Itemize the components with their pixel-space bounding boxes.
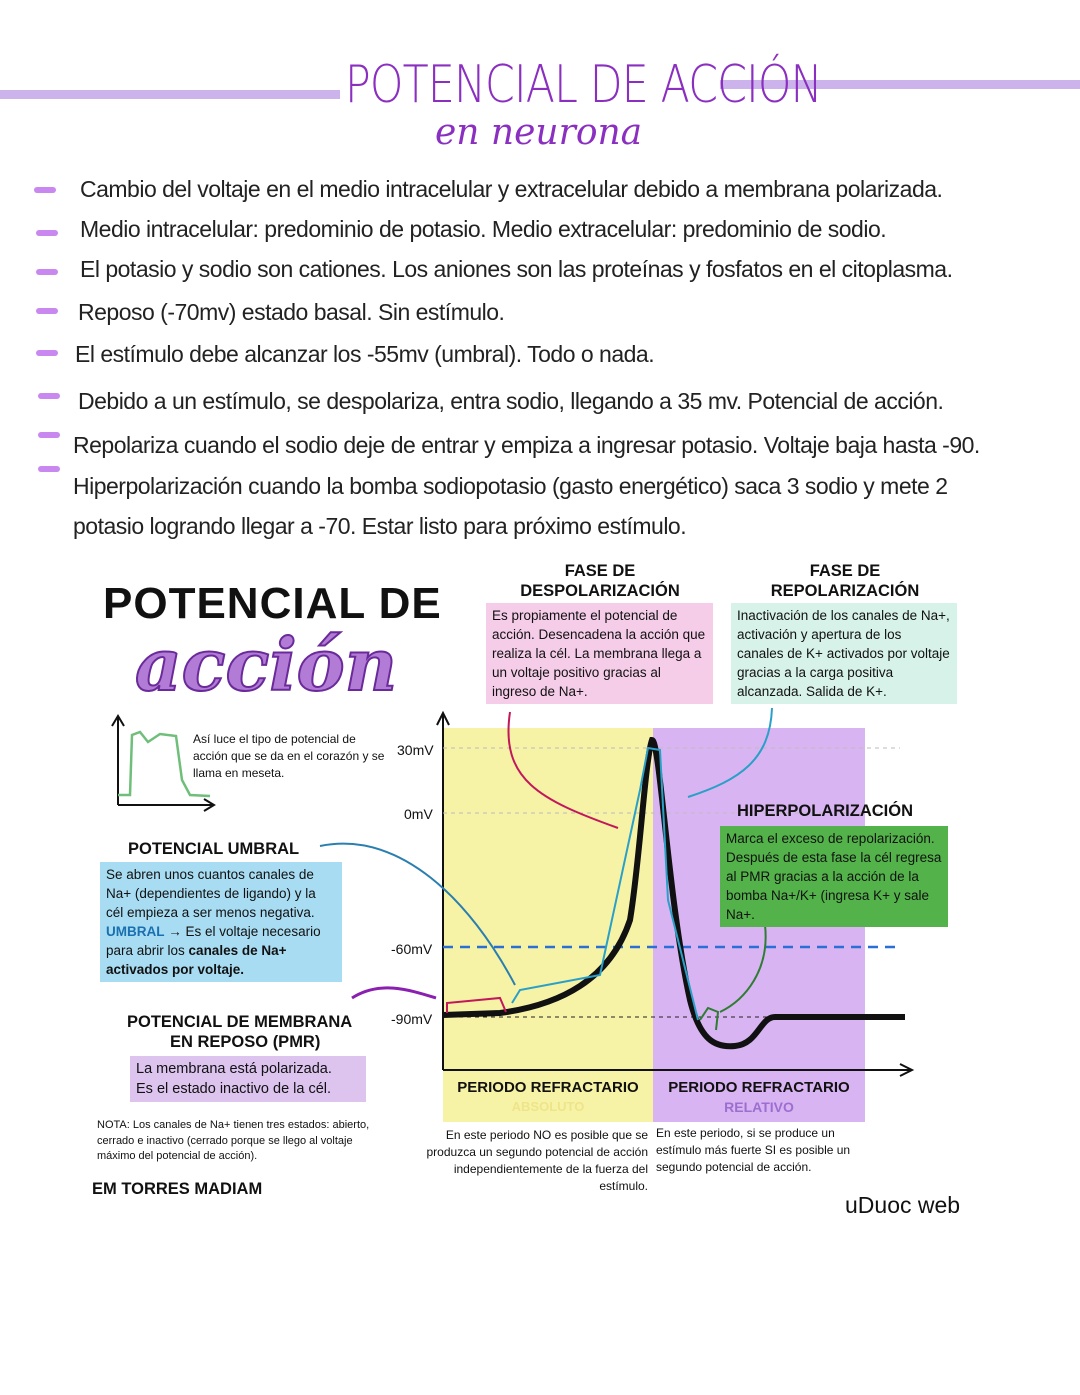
page-subtitle: en neurona (435, 112, 643, 153)
author: EM TORRES MADIAM (92, 1180, 263, 1198)
nota-text: NOTA: Los canales de Na+ tienen tres estados: abierto, cerrado e inactivo (cerrado porque se llego al voltaje máximo del potencial de acción). (97, 1119, 370, 1162)
bullet: potasio logrando llegar a -70. Estar listo para próximo estímulo. (73, 513, 687, 539)
page-title: POTENCIAL DE ACCIÓN (345, 55, 822, 115)
umbral-bold: canales de Na+ activados por voltaje. (106, 943, 287, 977)
bullet: Hiperpolarización cuando la bomba sodiopotasio (gasto energético) saca 3 sodio y mete 2 (73, 473, 948, 499)
rel-text: En este periodo, si se produce un estímulo más fuerte SI es posible un segundo potencial de acción. (656, 1126, 851, 1174)
repol-arrow (688, 708, 772, 797)
tick-minus90mv: -90mV (391, 1011, 433, 1027)
umbral-box (100, 862, 342, 982)
abs-sub: ABSOLUTO (511, 1099, 585, 1114)
bullet: Medio intracelular: predominio de potasio. Medio extracelular: predominio de sodio. (80, 216, 887, 242)
bullet: Repolariza cuando el sodio deje de entrar y empiza a ingresar potasio. Voltaje baja hasta -90. (73, 432, 980, 458)
umbral-word: UMBRAL (106, 924, 165, 939)
pmr-text-1: La membrana está polarizada. (136, 1061, 332, 1077)
despol-arrow (508, 712, 618, 828)
abs-title: PERIODO REFRACTARIO (457, 1079, 639, 1096)
umbral-arrow (320, 844, 515, 985)
pmr-box (130, 1056, 366, 1102)
bullet: Debido a un estímulo, se despolariza, entra sodio, llegando a 35 mv. Potencial de acción. (78, 388, 944, 414)
diagram-logo-top: POTENCIAL DE (103, 579, 442, 628)
repol-title: FASE DE REPOLARIZACIÓN (770, 562, 920, 600)
bullet: El estímulo debe alcanzar los -55mv (umbral). Todo o nada. (75, 341, 655, 367)
pmr-text-2: Es el estado inactivo de la cél. (136, 1081, 332, 1097)
pmr-arrow (352, 988, 436, 998)
tick-minus60mv: -60mV (391, 941, 433, 957)
hiper-arrow (720, 925, 766, 1012)
watermark: uDuoc web (845, 1192, 961, 1218)
diagram-logo-bottom: acción (135, 622, 398, 707)
hiper-title: HIPERPOLARIZACIÓN (737, 802, 914, 820)
umbral-title: POTENCIAL UMBRAL (128, 840, 300, 858)
meseta-text: Así luce el tipo de potencial de acción que se da en el corazón y se llama en meseta. (193, 732, 385, 780)
pmr-title-1: POTENCIAL DE MEMBRANA (127, 1013, 353, 1031)
abs-text: En este periodo NO es posible que se produzca un segundo potencial de acción independientemente de la fuerza del estímulo. (426, 1128, 648, 1193)
rel-sub: RELATIVO (724, 1099, 794, 1115)
despol-box: Es propiamente el potencial de acción. Desencadena la acción que realiza la cél. La membrana llega a un voltaje positivo gracias al ingreso de Na+. (486, 603, 713, 704)
bullet: El potasio y sodio son cationes. Los aniones son las proteínas y fosfatos en el citoplasma. (80, 256, 953, 282)
bullet: Cambio del voltaje en el medio intracelular y extracelular debido a membrana polarizada. (80, 176, 943, 202)
umbral-text-2: → Es el voltaje necesario para abrir los (106, 924, 321, 958)
despol-title: FASE DE DESPOLARIZACIÓN (520, 562, 680, 600)
pmr-title-2: EN REPOSO (PMR) (170, 1033, 321, 1051)
rel-title: PERIODO REFRACTARIO (668, 1079, 850, 1096)
tick-0mv: 0mV (404, 806, 433, 822)
bullet: Reposo (-70mv) estado basal. Sin estímulo. (78, 299, 505, 325)
tick-30mv: 30mV (397, 742, 434, 758)
umbral-text: Se abren unos cuantos canales de Na+ (dependientes de ligando) y la cél empieza a ser menos negativa. (106, 867, 316, 920)
hiper-box: Marca el exceso de repolarización. Después de esta fase la cél regresa al PMR gracias a la acción de la bomba Na+/K+ (ingresa K+ y sale Na+. (720, 826, 948, 927)
repol-box: Inactivación de los canales de Na+, activación y apertura de los canales de K+ activados por voltaje gracias a la carga positiva alcanzada. Salida de K+. (731, 603, 957, 704)
